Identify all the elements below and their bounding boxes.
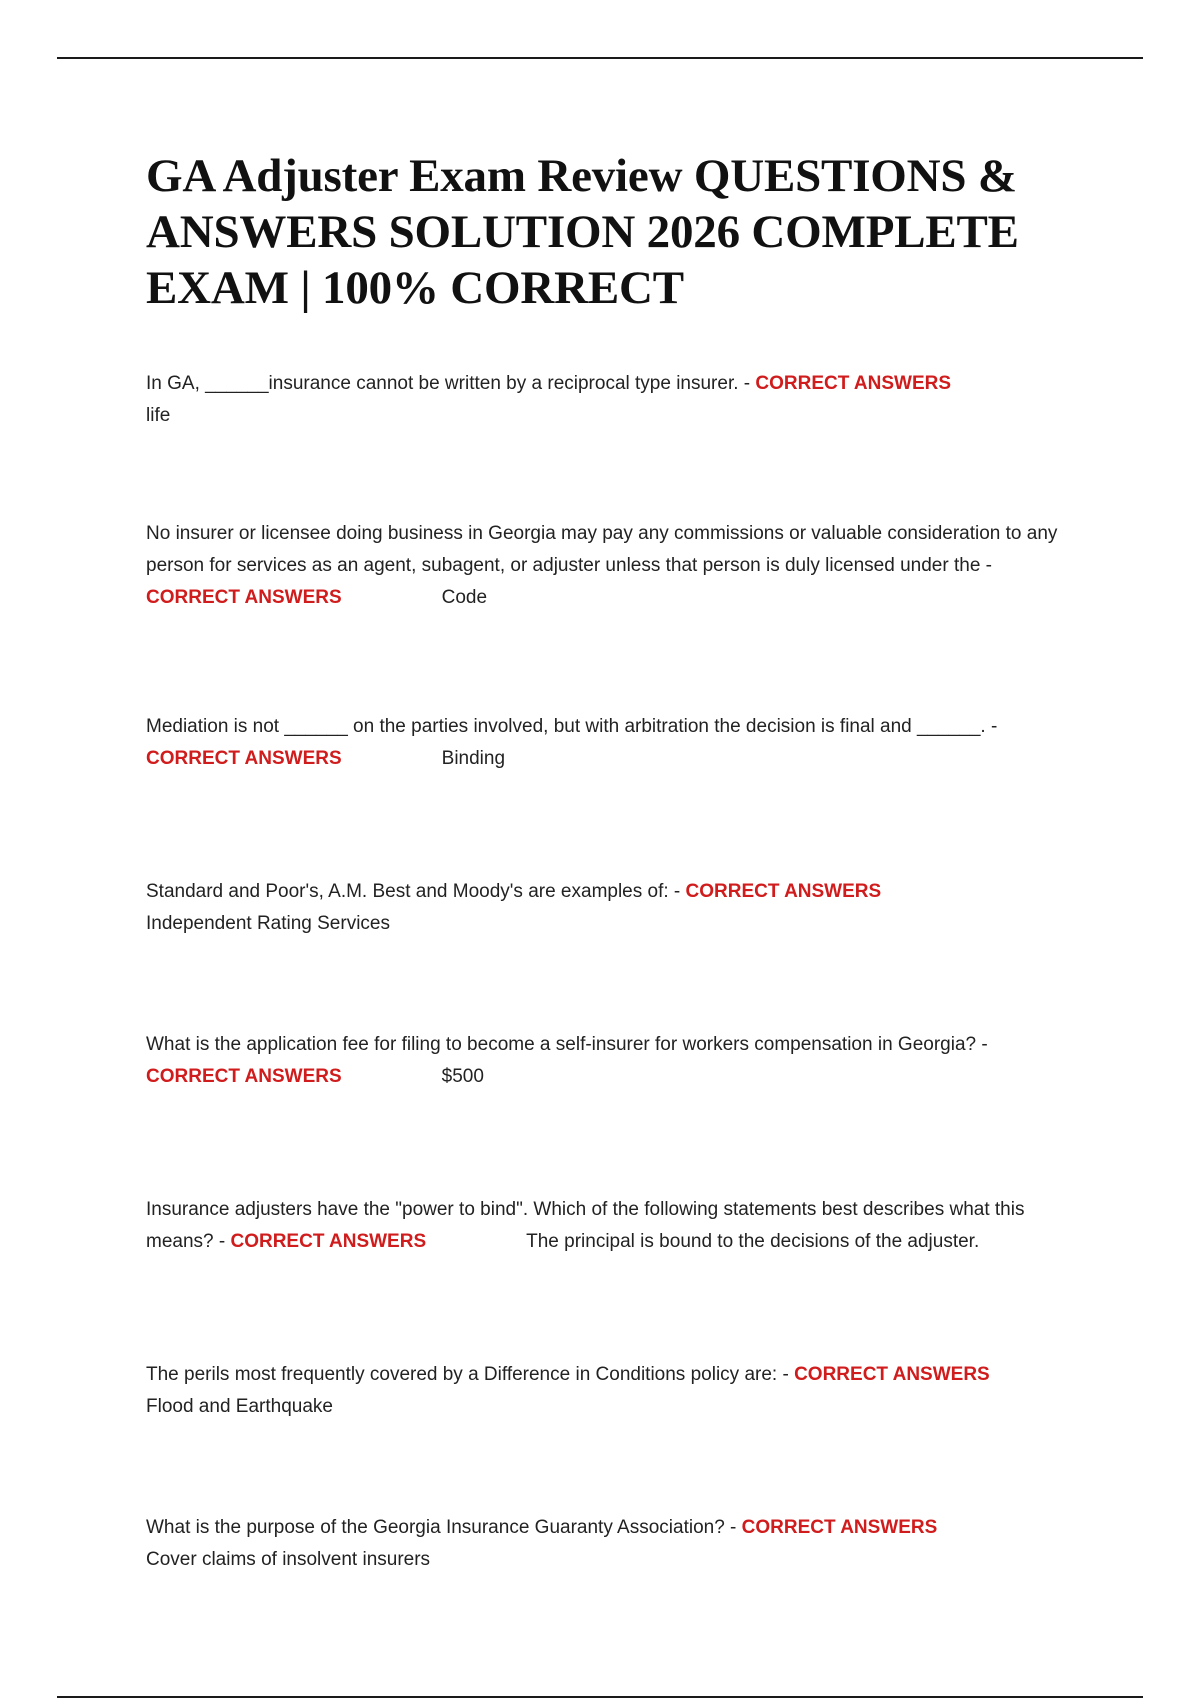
- footer-rule: [57, 1696, 1143, 1698]
- answer-text: Binding: [441, 748, 506, 769]
- header-rule: [57, 57, 1143, 59]
- correct-answers-label: CORRECT ANSWERS: [146, 748, 342, 769]
- answer-text: Code: [441, 587, 488, 608]
- correct-answers-label: CORRECT ANSWERS: [794, 1364, 990, 1385]
- correct-answers-label: CORRECT ANSWERS: [685, 881, 882, 902]
- answer-text: $500: [441, 1066, 484, 1087]
- qa-item-6: [146, 1194, 1086, 1258]
- qa-item-7: [146, 1359, 1086, 1423]
- question-text: Mediation is not ______ on the parties involved, but with arbitration the decision is final and ______. -: [146, 716, 998, 737]
- correct-answers-label: CORRECT ANSWERS: [230, 1231, 427, 1252]
- document-body: [146, 148, 1086, 1576]
- question-text: What is the application fee for filing to become a self-insurer for workers compensation in Georgia? -: [146, 1034, 988, 1055]
- answer-text: Cover claims of insolvent insurers: [146, 1549, 431, 1570]
- question-text: What is the purpose of the Georgia Insurance Guaranty Association? -: [146, 1517, 742, 1538]
- qa-item-3: [146, 711, 1086, 775]
- question-text: In GA, ______insurance cannot be written by a reciprocal type insurer. -: [146, 373, 756, 394]
- correct-answers-label: CORRECT ANSWERS: [741, 1517, 938, 1538]
- correct-answers-label: CORRECT ANSWERS: [755, 373, 952, 394]
- answer-text: Independent Rating Services: [146, 913, 390, 934]
- correct-answers-label: CORRECT ANSWERS: [146, 1066, 342, 1087]
- qa-item-1: [146, 368, 1086, 432]
- qa-item-4: [146, 876, 1086, 940]
- qa-item-2: [146, 518, 1086, 614]
- answer-text: life: [146, 405, 171, 426]
- answer-text: The principal is bound to the decisions of the adjuster.: [526, 1231, 980, 1252]
- qa-item-8: [146, 1512, 1086, 1576]
- question-text: No insurer or licensee doing business in Georgia may pay any commissions or valuable consideration to any person for services as an agent, subagent, or adjuster unless that person is duly licensed under the -: [146, 523, 1058, 576]
- document-title: GA Adjuster Exam Review QUESTIONS & ANSWERS SOLUTION 2026 COMPLETE EXAM | 100% CORRECT: [146, 150, 1019, 314]
- question-text: Standard and Poor's, A.M. Best and Moody's are examples of: -: [146, 881, 686, 902]
- question-text: The perils most frequently covered by a Difference in Conditions policy are: -: [146, 1364, 795, 1385]
- qa-item-5: [146, 1029, 1086, 1093]
- question-text: Insurance adjusters have the "power to bind". Which of the following statements best describes what this means? -: [146, 1199, 1025, 1252]
- answer-text: Flood and Earthquake: [146, 1396, 333, 1417]
- correct-answers-label: CORRECT ANSWERS: [146, 587, 342, 608]
